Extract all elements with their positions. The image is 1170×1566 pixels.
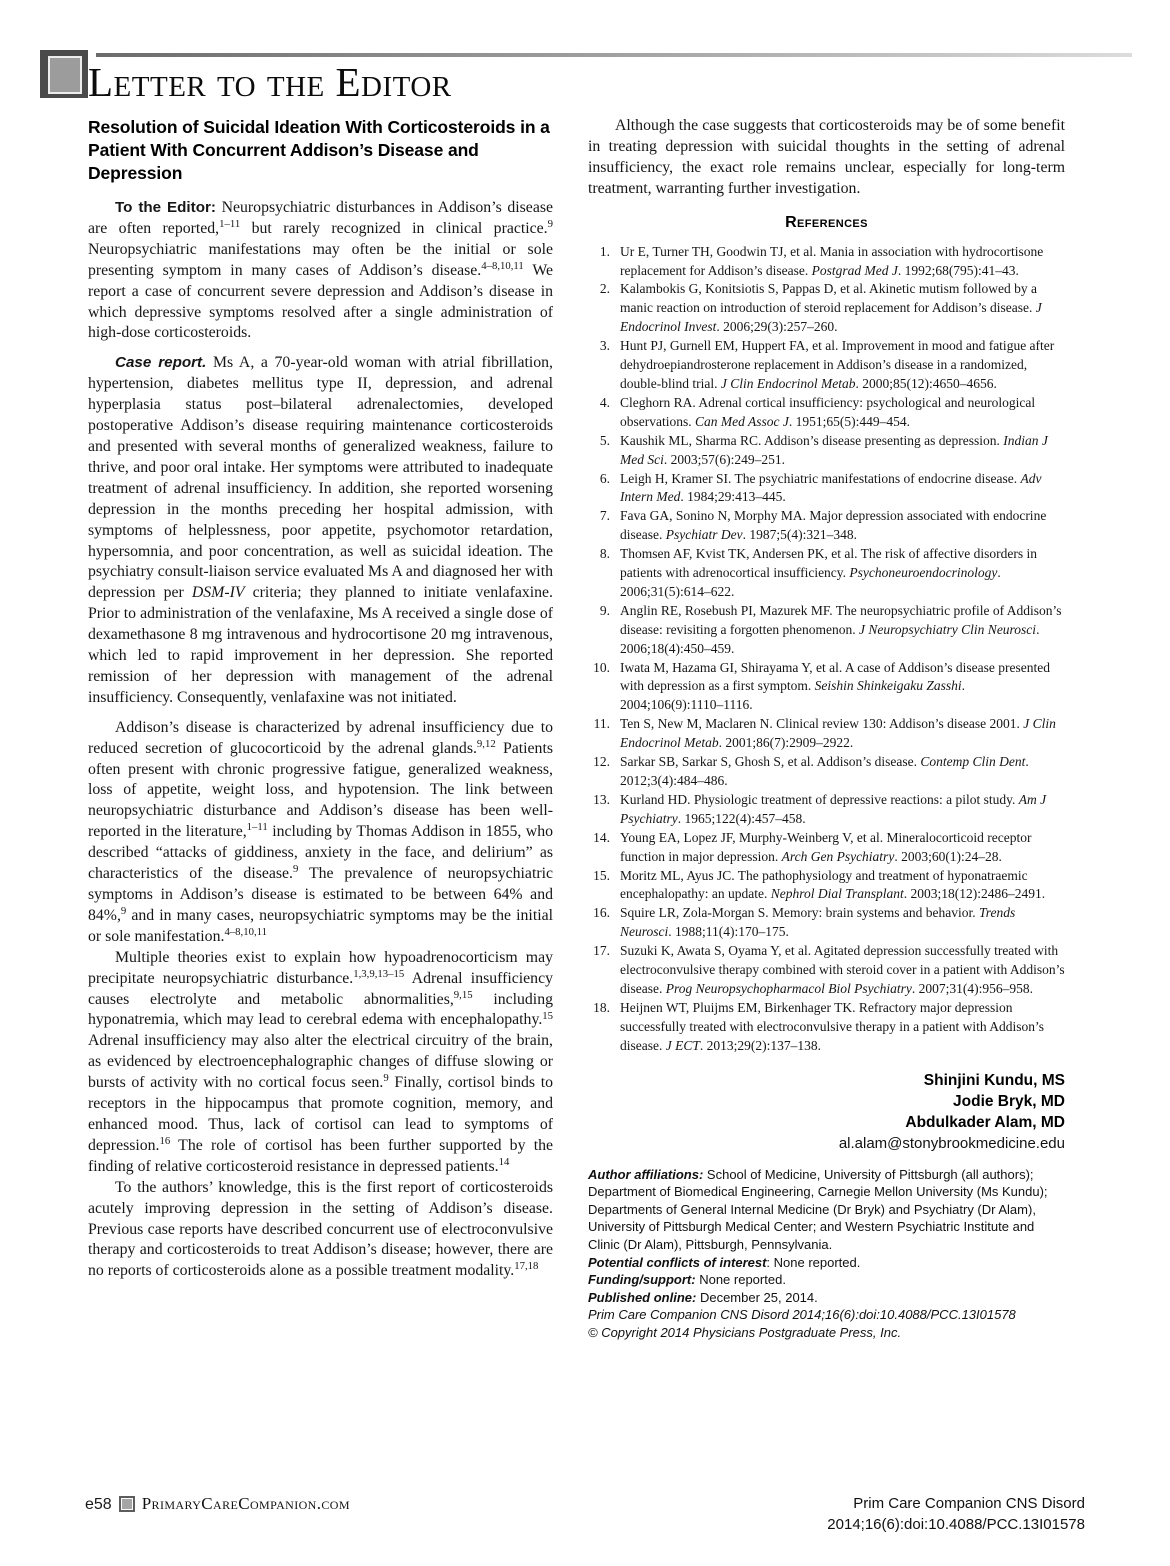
author-name: Abdulkader Alam, MD xyxy=(905,1113,1065,1131)
footnote-line: Prim Care Companion CNS Disord 2014;16(6):doi:10.4088/PCC.13I01578 xyxy=(588,1307,1016,1323)
reference-number: 3. xyxy=(599,338,610,354)
reference-text: Kaushik ML, Sharma RC. Addison’s disease presenting as depression. Indian J Med Sci. 2003;57(6):249–251. xyxy=(620,432,1048,467)
reference-text: Ten S, New M, Maclaren N. Clinical review 130: Addison’s disease 2001. J Clin Endocrinol Metab. 2001;86(7):2909–2922. xyxy=(620,716,1056,751)
footer-square-icon xyxy=(119,1496,135,1512)
footnotes xyxy=(588,1166,1065,1342)
reference-item xyxy=(588,753,1065,791)
author-name: Shinjini Kundu, MS xyxy=(923,1071,1065,1089)
reference-number: 17. xyxy=(593,943,610,959)
footnote-line: Funding/support: None reported. xyxy=(588,1272,786,1288)
reference-item xyxy=(588,337,1065,394)
reference-text: Heijnen WT, Pluijms EM, Birkenhager TK. Refractory major depression successfully treated with electroconvulsive therapy in a patient with Addison’s disease. J ECT. 2013;29(2):137–138. xyxy=(620,999,1045,1053)
section-square-icon xyxy=(40,50,88,98)
reference-number: 11. xyxy=(593,716,610,732)
reference-item xyxy=(588,942,1065,999)
footnote-line: © Copyright 2014 Physicians Postgraduate Press, Inc. xyxy=(588,1324,902,1340)
reference-number: 5. xyxy=(599,432,610,448)
reference-text: Kurland HD. Physiologic treatment of depressive reactions: a pilot study. Am J Psychiatry. 1965;122(4):457–458. xyxy=(620,791,1047,826)
reference-item xyxy=(588,867,1065,905)
reference-text: Fava GA, Sonino N, Morphy MA. Major depression associated with endocrine disease. Psychiatr Dev. 1987;5(4):321–348. xyxy=(620,508,1047,543)
section-square-icon-inner xyxy=(48,56,82,94)
reference-number: 16. xyxy=(593,905,610,921)
footer-left xyxy=(85,1494,350,1514)
reference-text: Young EA, Lopez JF, Murphy-Weinberg V, et al. Mineralocorticoid receptor function in major depression. Arch Gen Psychiatry. 2003;60(1):24–28. xyxy=(620,829,1032,864)
footer-site-name: PrimaryCareCompanion.com xyxy=(141,1494,350,1513)
footer-page-number: e58 xyxy=(85,1496,112,1513)
author-name: Jodie Bryk, MD xyxy=(953,1092,1065,1110)
paragraph-lead: Case report. xyxy=(115,354,207,372)
reference-number: 18. xyxy=(593,999,610,1015)
paragraph-text: Neuropsychiatric disturbances in Addison’s disease are often reported,$^{1-11}$ but rarely recognized in clinical practice.$^9$ Neuropsychiatric manifestations may often be the initial or sole presenting symptom in many cases of Addison’s disease.$^{4-8,10,11}$ We report a case of concurrent severe depression and Addison’s disease in which depressive symptoms resolved after a single administration of high-dose corticosteroids. xyxy=(88,199,553,342)
footer-journal-citation xyxy=(827,1494,1085,1535)
reference-number: 10. xyxy=(593,659,610,675)
reference-item xyxy=(588,280,1065,337)
paragraph-case-report xyxy=(88,353,553,708)
author-email-link[interactable]: al.alam@stonybrookmedicine.edu xyxy=(838,1134,1065,1152)
paragraph-lead: To the Editor: xyxy=(115,199,216,216)
reference-item xyxy=(588,829,1065,867)
reference-text: Sarkar SB, Sarkar S, Ghosh S, et al. Addison’s disease. Contemp Clin Dent. 2012;3(4):484–486. xyxy=(620,754,1029,788)
reference-item xyxy=(588,602,1065,659)
reference-item xyxy=(588,999,1065,1056)
reference-text: Anglin RE, Rosebush PI, Mazurek MF. The neuropsychiatric profile of Addison’s disease: revisiting a forgotten phenomenon. J Neuropsychiatry Clin Neurosci. 2006;18(4):450–459. xyxy=(620,602,1062,656)
reference-text: Hunt PJ, Gurnell EM, Huppert FA, et al. Improvement in mood and fatigue after dehydroepiandrosterone replacement in Addison’s disease in a randomized, double-blind trial. J Clin Endocrinol Metab. 2000;85(12):4650–4656. xyxy=(620,338,1055,391)
section-banner-title: Letter to the Editor xyxy=(88,59,452,105)
footnote-line: Published online: December 25, 2014. xyxy=(588,1289,818,1305)
masthead xyxy=(40,48,1132,112)
footer-journal-name: Prim Care Companion CNS Disord xyxy=(853,1495,1085,1512)
reference-item xyxy=(588,545,1065,602)
reference-text: Cleghorn RA. Adrenal cortical insufficiency: psychological and neurological observations. Can Med Assoc J. 1951;65(5):449–454. xyxy=(620,394,1036,429)
reference-number: 15. xyxy=(593,867,610,883)
reference-item xyxy=(588,394,1065,432)
reference-number: 4. xyxy=(599,394,610,410)
reference-item xyxy=(588,791,1065,829)
reference-text: Squire LR, Zola-Morgan S. Memory: brain systems and behavior. Trends Neurosci. 1988;11(4):170–175. xyxy=(620,905,1016,940)
footnote-line: Potential conflicts of interest: None reported. xyxy=(588,1254,861,1270)
references-heading: References xyxy=(785,213,868,231)
paragraph-discussion-2: Multiple theories exist to explain how hypoadrenocorticism may precipitate neuropsychiatric disturbance.$^{1,3,9,13-15}$ Adrenal insufficiency causes electrolyte and metabolic abnormalities,$^{9,15}$ including hyponatremia, which may lead to cerebral edema with encephalopathy.$^{15}$ Adrenal insufficiency may also alter the electrical circuitry of the brain, as evidenced by electroencephalographic changes of diffuse slowing or bursts of activity with no cortical focus seen.$^9$ Finally, cortisol binds to receptors in the hippocampus that promote cognition, memory, and enhanced mood. Thus, lack of cortisol can lead to symptoms of depression.$^{16}$ The role of cortisol has been further supported by the finding of relative corticosteroid resistance in depressed patients.$^{14}$ xyxy=(88,948,553,1175)
reference-item xyxy=(588,715,1065,753)
reference-list xyxy=(588,243,1065,1056)
masthead-rule xyxy=(96,53,1132,57)
reference-number: 9. xyxy=(599,602,610,618)
reference-number: 1. xyxy=(599,243,610,259)
article-body xyxy=(88,116,1065,1342)
reference-text: Moritz ML, Ayus JC. The pathophysiology and treatment of hyponatraemic encephalopathy: an update. Nephrol Dial Transplant. 2003;18(12):2486–2491. xyxy=(620,867,1046,902)
reference-number: 6. xyxy=(599,470,610,486)
reference-text: Thomsen AF, Kvist TK, Andersen PK, et al. The risk of affective disorders in patients with adrenocortical insufficiency. Psychoneuroendocrinology. 2006;31(5):614–622. xyxy=(620,546,1037,599)
reference-item xyxy=(588,470,1065,508)
reference-text: Kalambokis G, Konitsiotis S, Pappas D, et al. Akinetic mutism followed by a manic reaction on introduction of steroid replacement for Addison’s disease. J Endocrinol Invest. 2006;29(3):257–260. xyxy=(620,281,1042,335)
reference-text: Leigh H, Kramer SI. The psychiatric manifestations of endocrine disease. Adv Intern Med. 1984;29:413–445. xyxy=(620,470,1042,505)
paragraph-discussion-3: To the authors’ knowledge, this is the first report of corticosteroids acutely improving depression in the setting of Addison’s disease. Previous case reports have described concurrent use of electroconvulsive therapy and corticosteroids to treat Addison’s disease; however, there are no reports of corticosteroids alone as a possible treatment modality.$^{17,18}$ xyxy=(88,1178,553,1280)
reference-number: 7. xyxy=(599,508,610,524)
reference-item xyxy=(588,243,1065,281)
article-title: Resolution of Suicidal Ideation With Corticosteroids in a Patient With Concurrent Addison’s Disease and Depression xyxy=(88,117,550,183)
footer-journal-doi: 2014;16(6):doi:10.4088/PCC.13I01578 xyxy=(827,1515,1085,1533)
reference-item xyxy=(588,432,1065,470)
reference-number: 12. xyxy=(593,754,610,770)
footnote-line: Author affiliations: School of Medicine, University of Pittsburgh (all authors); Department of Biomedical Engineering, Carnegie Mellon University (Ms Kundu); Departments of General Internal Medicine (Dr Bryk) and Psychiatry (Dr Alam), University of Pittsburgh Medical Center; and Western Psychiatric Institute and Clinic (Dr Alam), Pittsburgh, Pennsylvania. xyxy=(588,1166,1048,1252)
paragraph-to-the-editor xyxy=(88,198,553,344)
reference-item xyxy=(588,659,1065,716)
left-column xyxy=(88,116,553,1342)
reference-number: 14. xyxy=(593,829,610,845)
page-footer xyxy=(85,1494,1085,1535)
reference-item xyxy=(588,507,1065,545)
reference-text: Iwata M, Hazama GI, Shirayama Y, et al. A case of Addison’s disease presented with depression as a first symptom. Seishin Shinkeigaku Zasshi. 2004;106(9):1110–1116. xyxy=(620,659,1051,713)
reference-item xyxy=(588,904,1065,942)
paragraph-discussion-1: Addison’s disease is characterized by adrenal insufficiency due to reduced secretion of glucocorticoid by the adrenal glands.$^{9,12}$ Patients often present with chronic progressive fatigue, generalized weakness, loss of appetite, weight loss, and hypotension. The link between neuropsychiatric disturbance and Addison’s disease has been well-reported in the literature,$^{1-11}$ including by Thomas Addison in 1855, who described “attacks of giddiness, anxiety in the face, and delirium” as characteristics of the disease.$^9$ The prevalence of neuropsychiatric symptoms in Addison’s disease is estimated to be between 64% and 84%,$^9$ and in many cases, neuropsychiatric symptoms may be the initial or sole manifestation.$^{4-8,10,11}$ xyxy=(88,718,553,945)
reference-number: 13. xyxy=(593,791,610,807)
reference-text: Suzuki K, Awata S, Oyama Y, et al. Agitated depression successfully treated with electroconvulsive therapy combined with steroid cover in a patient with Addison’s disease. Prog Neuropsychopharmacol Biol Psychiatry. 2007;31(4):956–958. xyxy=(620,943,1065,996)
reference-number: 8. xyxy=(599,546,610,562)
paragraph-conclusion: Although the case suggests that corticosteroids may be of some benefit in treating depression with suicidal thoughts in the setting of adrenal insufficiency, the exact role remains unclear, especially for long-term treatment, warranting further investigation. xyxy=(588,117,1065,197)
reference-number: 2. xyxy=(599,281,610,297)
right-column xyxy=(588,116,1065,1342)
author-signature-block xyxy=(588,1070,1065,1154)
paragraph-text: Ms A, a 70-year-old woman with atrial fibrillation, hypertension, diabetes mellitus type II, depression, and adrenal hyperplasia status post–bilateral adrenalectomies, developed postoperative Addison’s disease requiring maintenance corticosteroids and presented with several months of generalized weakness, failure to thrive, and poor oral intake. Her symptoms were attributed to inadequate treatment of adrenal insufficiency. In addition, she reported worsening depression in the months preceding her hospital admission, with symptoms of helplessness, poor appetite, psychomotor retardation, hypersomnia, and poor concentration, as well as suicidal ideation. The psychiatry consult-liaison service evaluated Ms A and diagnosed her with depression per DSM-IV criteria; they planned to initiate venlafaxine. Prior to administration of the venlafaxine, Ms A received a single dose of dexamethasone 8 mg intravenous and hydrocortisone 20 mg intravenous, which led to rapid improvement in her depression. She reported remission of her depression with management of the adrenal insufficiency. Consequently, venlafaxine was not initiated. xyxy=(88,354,553,706)
reference-text: Ur E, Turner TH, Goodwin TJ, et al. Mania in association with hydrocortisone replacement for Addison’s disease. Postgrad Med J. 1992;68(795):41–43. xyxy=(620,243,1044,278)
